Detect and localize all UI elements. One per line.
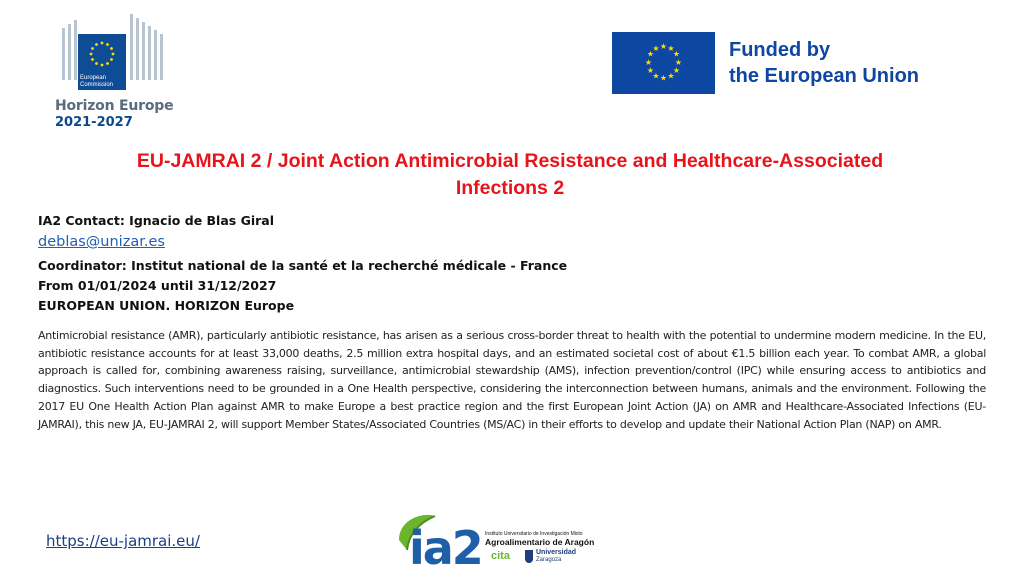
svg-text:★: ★ — [672, 66, 681, 75]
horizon-europe-years: 2021-2027 — [55, 115, 133, 130]
ia2-logo — [395, 510, 625, 576]
unizar-line1: Universidad — [536, 549, 577, 556]
svg-text:★: ★ — [646, 66, 655, 75]
project-description: Antimicrobial resistance (AMR), particularly antibiotic resistance, has arisen as a serious cross-border threat to health with the potential to undermine modern medicine. In the EU, antibiotic resistance accounts for at least 33,000 deaths, 2.5 million extra hospital days, and an estimated societal cost of about €1.5 billion each year. To combat AMR, a global approach is called for, combining awareness raising, surveillance, antimicrobial stewardship (AMS), infection prevention/control (IPC) while ensuring access to antibiotics and diagnostics. Such interventions need to be grounded in a One Health perspective, considering the interconnection between humans, animals and the environment. Following the 2017 EU One Health Action Plan against AMR to make Europe a best practice region and the first European Joint Action (JA) on AMR and Healthcare-Associated Infections (EU-JAMRAI), this new JA, EU-JAMRAI 2, will support Member States/Associated Countries (MS/AC) in their efforts to develop and update their National Action Plan (NAP) on AMR. — [38, 329, 986, 431]
svg-text:★: ★ — [652, 44, 660, 53]
svg-text:★: ★ — [659, 42, 668, 51]
funded-by-eu-label — [729, 37, 919, 89]
page-title-line2: Infections 2 — [455, 177, 565, 199]
ec-label-line2: Commission — [80, 82, 114, 88]
unizar-shield-icon — [525, 550, 533, 563]
svg-text:★: ★ — [644, 58, 653, 67]
eu-flag-icon — [612, 32, 715, 94]
svg-text:★: ★ — [674, 58, 683, 67]
contact-line: IA2 Contact: Ignacio de Blas Giral — [38, 213, 274, 228]
svg-text:★: ★ — [667, 71, 675, 81]
cita-logo: cita — [491, 550, 510, 562]
svg-text:★: ★ — [646, 49, 655, 59]
funded-line2: the European Union — [729, 65, 919, 87]
ia2-institute-line2: Agroalimentario de Aragón — [485, 537, 595, 547]
ia2-mark: ia2 — [409, 521, 482, 575]
funded-line1: Funded by — [729, 39, 831, 61]
svg-text:★: ★ — [659, 73, 668, 83]
contact-email-link[interactable]: deblas@unizar.es — [38, 234, 165, 250]
ec-label-line1: European — [80, 75, 107, 81]
ia2-institute-line1: Instituto Universitario de Investigación Mixto — [485, 531, 583, 537]
unizar-line2: Zaragoza — [536, 557, 562, 563]
page-title-line1: EU-JAMRAI 2 / Joint Action Antimicrobial Resistance and Healthcare-Associated — [136, 150, 884, 172]
horizon-europe-title: Horizon Europe — [55, 98, 174, 114]
website-link[interactable]: https://eu-jamrai.eu/ — [46, 532, 200, 550]
ec-label — [80, 75, 128, 89]
programme-line: EUROPEAN UNION. HORIZON Europe — [38, 298, 295, 313]
svg-text:★: ★ — [652, 71, 660, 81]
horizon-europe-logo — [52, 14, 182, 132]
svg-text:★: ★ — [667, 44, 675, 53]
period-line: From 01/01/2024 until 31/12/2027 — [38, 278, 277, 293]
svg-text:★: ★ — [672, 49, 681, 59]
page-title — [40, 148, 980, 202]
coordinator-line: Coordinator: Institut national de la santé et la recherché médicale - France — [38, 258, 568, 273]
